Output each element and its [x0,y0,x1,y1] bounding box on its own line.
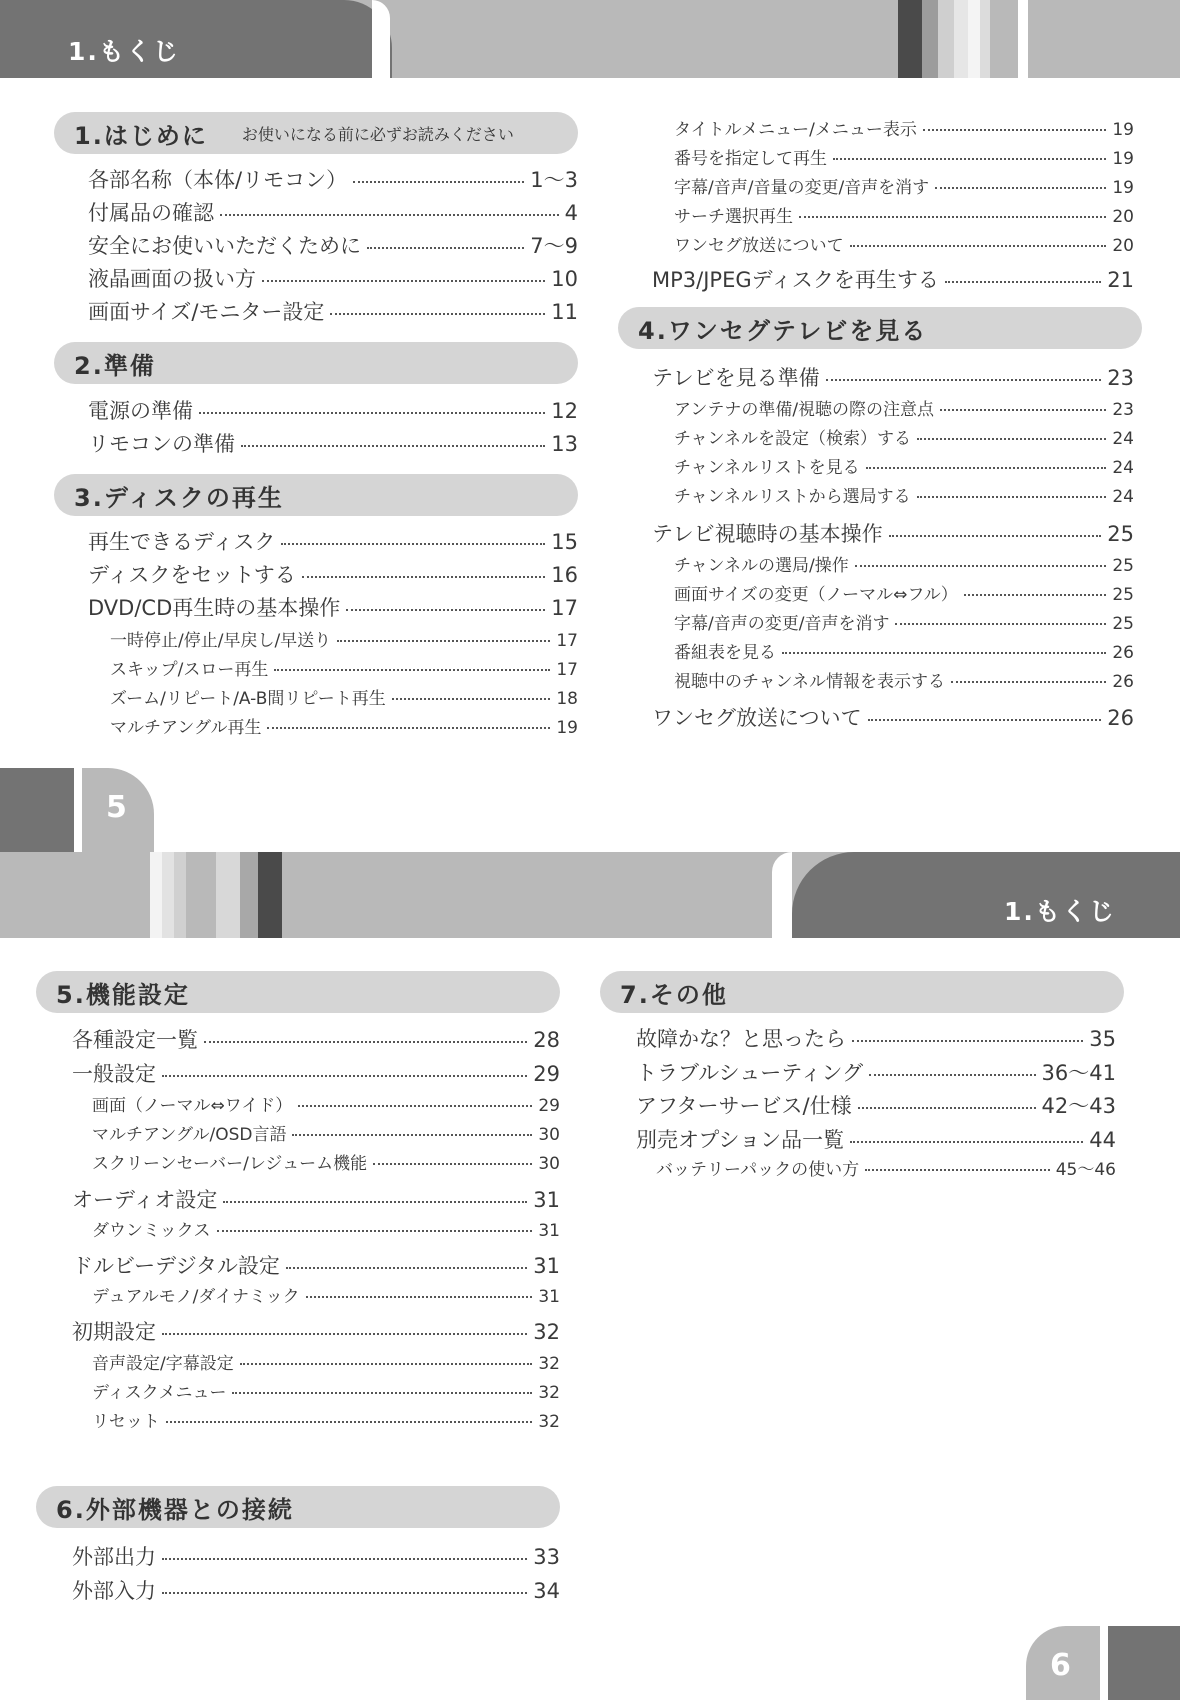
toc-subentry[interactable]: リセット 32 [92,1412,560,1432]
section-3-title: 3.ディスクの再生 [74,483,284,512]
toc-subentry[interactable]: バッテリーパックの使い方 45～46 [656,1160,1116,1180]
section-5-heading [36,971,560,1013]
toc-entry[interactable]: 安全にお使いいただくために 7～9 [88,234,578,258]
section-4-title: 4.ワンセグテレビを見る [638,316,928,345]
toc-subentry[interactable]: チャンネルリストを見る 24 [674,458,1134,478]
section-7-title: 7.その他 [620,980,728,1009]
toc-entry[interactable]: 液晶画面の扱い方 10 [88,267,578,291]
toc-subentry[interactable]: ダウンミックス 31 [92,1221,560,1241]
toc-entry[interactable]: 初期設定 32 [72,1320,560,1344]
toc-entry[interactable]: テレビ視聴時の基本操作 25 [652,522,1134,546]
toc-subentry[interactable]: スキップ/スロー再生 17 [110,660,578,680]
toc-subentry[interactable]: ディスクメニュー 32 [92,1383,560,1403]
toc-entry[interactable]: MP3/JPEGディスクを再生する 21 [652,268,1134,292]
toc-subentry[interactable]: チャンネルリストから選局する 24 [674,487,1134,507]
section-1-heading [54,112,578,154]
toc-subentry[interactable]: ズーム/リピート/A-B間リピート再生 18 [110,689,578,709]
toc-subentry[interactable]: マルチアングル再生 19 [110,718,578,738]
toc-entry[interactable]: 再生できるディスク 15 [88,530,578,554]
section-6-heading [36,1486,560,1528]
toc-subentry[interactable]: 一時停止/停止/早戻し/早送り 17 [110,631,578,651]
toc-entry[interactable]: 付属品の確認 4 [88,201,578,225]
toc-entry[interactable]: 外部入力 34 [72,1579,560,1603]
toc-entry[interactable]: アフターサービス/仕様 42～43 [636,1094,1116,1118]
section-7-heading [600,971,1124,1013]
section-5-title: 5.機能設定 [56,980,190,1009]
toc-entry[interactable]: 各部名称（本体/リモコン） 1～3 [88,168,578,192]
toc-subentry[interactable]: スクリーンセーバー/レジューム機能 30 [92,1154,560,1174]
page-title-top: 1.もくじ [68,37,180,66]
page-number-5: 5 [106,790,127,825]
section-3-heading [54,474,578,516]
toc-subentry[interactable]: 視聴中のチャンネル情報を表示する 26 [674,672,1134,692]
toc-entry[interactable]: 別売オプション品一覧 44 [636,1128,1116,1152]
section-4-heading [618,307,1142,349]
toc-entry[interactable]: 電源の準備 12 [88,399,578,423]
toc-subentry[interactable]: 音声設定/字幕設定 32 [92,1354,560,1374]
toc-subentry[interactable]: デュアルモノ/ダイナミック 31 [92,1287,560,1307]
toc-entry[interactable]: 一般設定 29 [72,1062,560,1086]
toc-entry[interactable]: 画面サイズ/モニター設定 11 [88,300,578,324]
toc-subentry[interactable]: チャンネルを設定（検索）する 24 [674,429,1134,449]
toc-entry[interactable]: ドルビーデジタル設定 31 [72,1254,560,1278]
toc-subentry[interactable]: 字幕/音声の変更/音声を消す 25 [674,614,1134,634]
toc-subentry[interactable]: タイトルメニュー/メニュー表示 19 [674,120,1134,140]
toc-entry[interactable]: トラブルシューティング 36～41 [636,1061,1116,1085]
toc-subentry[interactable]: 画面（ノーマル⇔ワイド） 29 [92,1096,560,1116]
section-1-subtitle: お使いになる前に必ずお読みください [241,124,514,144]
section-2-title: 2.準備 [74,351,156,380]
toc-entry[interactable]: ワンセグ放送について 26 [652,706,1134,730]
toc-subentry[interactable]: 字幕/音声/音量の変更/音声を消す 19 [674,178,1134,198]
toc-entry[interactable]: テレビを見る準備 23 [652,366,1134,390]
section-2-heading [54,342,578,384]
page-title-bottom: 1.もくじ [1004,897,1116,926]
section-6-title: 6.外部機器との接続 [56,1495,294,1524]
toc-entry[interactable]: DVD/CD再生時の基本操作 17 [88,596,578,620]
toc-entry[interactable]: オーディオ設定 31 [72,1188,560,1212]
toc-subentry[interactable]: チャンネルの選局/操作 25 [674,556,1134,576]
toc-subentry[interactable]: 番号を指定して再生 19 [674,149,1134,169]
toc-subentry[interactable]: 番組表を見る 26 [674,643,1134,663]
toc-entry[interactable]: 各種設定一覧 28 [72,1028,560,1052]
page-number-6: 6 [1050,1648,1071,1683]
toc-entry[interactable]: リモコンの準備 13 [88,432,578,456]
toc-entry[interactable]: 外部出力 33 [72,1545,560,1569]
toc-subentry[interactable]: マルチアングル/OSD言語 30 [92,1125,560,1145]
toc-subentry[interactable]: ワンセグ放送について 20 [674,236,1134,256]
toc-entry[interactable]: 故障かな？と思ったら 35 [636,1027,1116,1051]
toc-subentry[interactable]: アンテナの準備/視聴の際の注意点 23 [674,400,1134,420]
toc-subentry[interactable]: 画面サイズの変更（ノーマル⇔フル） 25 [674,585,1134,605]
toc-subentry[interactable]: サーチ選択再生 20 [674,207,1134,227]
toc-entry[interactable]: ディスクをセットする 16 [88,563,578,587]
section-1-title: 1.はじめに [74,121,208,150]
